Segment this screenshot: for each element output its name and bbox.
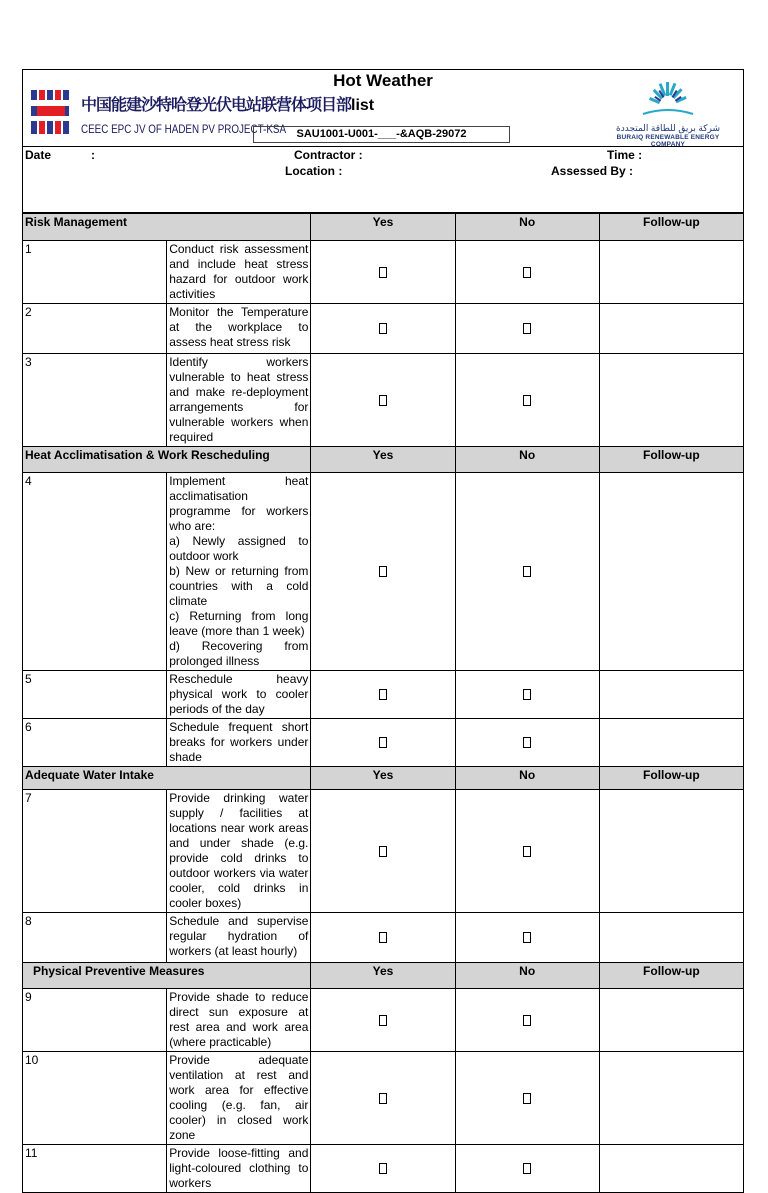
chinese-project-title [81,92,374,115]
checklist-table [22,213,744,1193]
table-row [23,304,744,354]
checkbox-cell-yes [311,989,455,1052]
followup-cell[interactable] [599,241,743,304]
table-row [23,1052,744,1145]
assessed-by-label: Assessed By : [551,164,634,178]
item-description: Schedule and supervise regular hydration of workers (at least hourly) [167,913,311,963]
table-row [23,719,744,767]
item-number: 6 [23,719,167,767]
item-number: 9 [23,989,167,1052]
item-description: Monitor the Temperature at the workplace to assess heat stress risk [167,304,311,354]
checkbox-cell-no [455,671,599,719]
column-followup-header: Follow-up [599,447,743,473]
checkbox-no[interactable] [523,689,531,700]
checkbox-yes[interactable] [379,1093,387,1104]
checkbox-no[interactable] [523,323,531,334]
checkbox-no[interactable] [523,932,531,943]
column-yes-header: Yes [311,214,455,241]
table-row [23,354,744,447]
checkbox-cell-no [455,989,599,1052]
checkbox-cell-no [455,473,599,671]
checkbox-no[interactable] [523,846,531,857]
checkbox-yes[interactable] [379,395,387,406]
date-label: Date [25,148,52,162]
checkbox-no[interactable] [523,1015,531,1026]
company-english-name: CEEC EPC JV OF HADEN PV PROJECT-KSA [81,122,287,136]
section-title: Adequate Water Intake [23,767,311,790]
checkbox-no[interactable] [523,1163,531,1174]
column-followup-header: Follow-up [599,963,743,989]
column-followup-header: Follow-up [599,214,743,241]
item-description: Provide adequate ventilation at rest and work area for effective cooling (e.g. fan, air cooler) in closed work zone [167,1052,311,1145]
column-no-header: No [455,767,599,790]
buraiq-sun-icon [623,80,713,118]
contractor-label: Contractor : [294,148,363,162]
table-row [23,989,744,1052]
checkbox-yes[interactable] [379,566,387,577]
checkbox-cell-no [455,304,599,354]
section-title: Risk Management [23,214,311,241]
item-number: 4 [23,473,167,671]
checkbox-yes[interactable] [379,1015,387,1026]
item-number: 1 [23,241,167,304]
checkbox-cell-yes [311,719,455,767]
document-title: Hot Weather [333,71,433,90]
time-label: Time : [607,148,643,162]
item-description: Provide drinking water supply / facilities at locations near work areas and under shade (e.g. provide cold drinks to outdoor workers via water cooler, cold drinks in cooler boxes) [167,790,311,913]
checklist-body [23,214,744,1193]
column-yes-header: Yes [311,963,455,989]
title-suffix: list [351,97,375,114]
table-row [23,1145,744,1193]
followup-cell[interactable] [599,473,743,671]
column-followup-header: Follow-up [599,767,743,790]
checkbox-cell-yes [311,304,455,354]
followup-cell[interactable] [599,989,743,1052]
checkbox-no[interactable] [523,737,531,748]
checkbox-cell-yes [311,473,455,671]
followup-cell[interactable] [599,1145,743,1193]
checkbox-cell-yes [311,354,455,447]
followup-cell[interactable] [599,1052,743,1145]
checklist-sheet [22,69,744,1193]
checkbox-cell-yes [311,913,455,963]
followup-cell[interactable] [599,304,743,354]
checkbox-yes[interactable] [379,932,387,943]
section-title: Physical Preventive Measures [23,963,311,989]
checkbox-yes[interactable] [379,737,387,748]
date-colon: : [91,148,95,162]
column-no-header: No [455,447,599,473]
item-description: Conduct risk assessment and include heat stress hazard for outdoor work activities [167,241,311,304]
column-yes-header: Yes [311,447,455,473]
section-header-row [23,447,744,473]
section-title: Heat Acclimatisation & Work Rescheduling [23,447,311,473]
chinese-title-text: 中国能建沙特哈登光伏电站联营体项目部 [81,97,352,114]
item-description: Identify workers vulnerable to heat stress and make re-deployment arrangements for vulnerable workers when required [167,354,311,447]
checkbox-no[interactable] [523,395,531,406]
item-number: 3 [23,354,167,447]
item-number: 2 [23,304,167,354]
item-description: Implement heat acclimatisation programme for workers who are: a) Newly assigned to outdoor work b) New or returning from countries with a cold climate c) Returning from long leave (more than 1 week) d) Recovering from prolonged illness [167,473,311,671]
table-row [23,913,744,963]
item-number: 10 [23,1052,167,1145]
info-block [22,147,744,213]
document-reference-field: SAU1001-U001-___-&AQB-29072 [253,126,510,143]
section-header-row [23,214,744,241]
item-number: 7 [23,790,167,913]
column-no-header: No [455,963,599,989]
checkbox-cell-yes [311,1052,455,1145]
item-number: 8 [23,913,167,963]
ceec-logo-icon [29,86,77,138]
checkbox-cell-no [455,913,599,963]
checkbox-cell-yes [311,241,455,304]
buraiq-english-name: BURAIQ RENEWABLE ENERGY COMPANY [616,134,720,148]
item-description: Schedule frequent short breaks for workers under shade [167,719,311,767]
item-description: Reschedule heavy physical work to cooler periods of the day [167,671,311,719]
section-header-row [23,963,744,989]
checkbox-no[interactable] [523,1093,531,1104]
table-row [23,671,744,719]
buraiq-logo [599,80,737,148]
location-label: Location : [285,164,343,178]
followup-cell[interactable] [599,671,743,719]
buraiq-arabic-name: شركة بريق للطاقة المتجددة [616,123,720,133]
checkbox-cell-no [455,1052,599,1145]
checkbox-cell-no [455,790,599,913]
checkbox-cell-no [455,354,599,447]
checkbox-yes[interactable] [379,846,387,857]
checkbox-cell-yes [311,790,455,913]
followup-cell[interactable] [599,719,743,767]
checkbox-cell-no [455,241,599,304]
checkbox-yes[interactable] [379,267,387,278]
followup-cell[interactable] [599,913,743,963]
section-header-row [23,767,744,790]
checkbox-cell-no [455,1145,599,1193]
followup-cell[interactable] [599,354,743,447]
checkbox-yes[interactable] [379,323,387,334]
checkbox-cell-yes [311,671,455,719]
item-number: 11 [23,1145,167,1193]
column-no-header: No [455,214,599,241]
item-number: 5 [23,671,167,719]
checkbox-cell-no [455,719,599,767]
followup-cell[interactable] [599,790,743,913]
item-description: Provide loose-fitting and light-coloured clothing to workers [167,1145,311,1193]
table-row [23,241,744,304]
checkbox-yes[interactable] [379,1163,387,1174]
checkbox-no[interactable] [523,566,531,577]
table-row [23,473,744,671]
document-header [22,69,744,147]
checkbox-no[interactable] [523,267,531,278]
checkbox-cell-yes [311,1145,455,1193]
checkbox-yes[interactable] [379,689,387,700]
item-description: Provide shade to reduce direct sun exposure at rest area and work area (where practicable) [167,989,311,1052]
column-yes-header: Yes [311,767,455,790]
table-row [23,790,744,913]
